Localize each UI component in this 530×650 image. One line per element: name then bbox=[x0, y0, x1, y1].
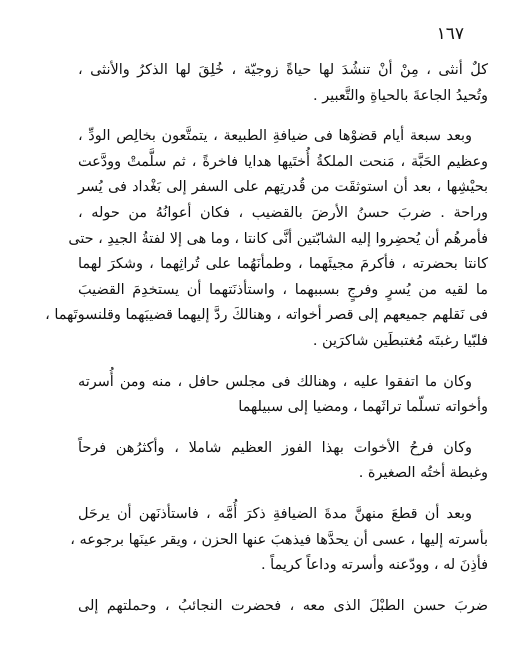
text-line: فى نَقلهم جميعهم إلى قصر أخواته ، وهنالكَ ردَّ إليهما قضيبَهما وقلنسوتَهما ، bbox=[45, 307, 488, 324]
text-line: بأسرته إليها ، عسى أن يحدَّها فيذهبَ عنها الحزن ، ويقر عينَها برجوعه ، bbox=[70, 531, 488, 548]
text-line: وراحة . ضربَ حسنُ الأرضَ بالقضيب ، فكان أعوانُهُ من حوله ، bbox=[78, 204, 488, 221]
text-line: ضربَ حسن الطبْلَ الذى معه ، فحضرت النجائبُ ، وحملتهم إلى bbox=[78, 597, 488, 614]
text-line: فلبّيا رغبتَه مُغتبطَين شاكرَين . bbox=[312, 332, 488, 349]
text-line: وبعد سبعة أيام قضوْها فى ضيافةِ الطبيعة ، يتمتَّعون بخالِص الودِّ ، bbox=[78, 128, 472, 145]
paragraph bbox=[78, 58, 488, 109]
text-line: وبعد أن قطعَ منهنَّ مدةَ الضيافةِ ذكرَ أُمَّه ، فاستأذنَهن أن يرحَل bbox=[78, 505, 472, 522]
text-line: كلٌ أنثى ، مِنْ أنْ تنشُدَ لها حياةً زوجيّة ، خُلِقَ لها الذكرُ والأنثى ، bbox=[78, 62, 488, 78]
text-line: كانتا بحضرته ، فأكرمَ مجيئَهما ، وطمأنَهُما على تُراثِهما ، وشكرَ لهما bbox=[78, 256, 488, 273]
text-line: وتُحيدُ الجاعةَ بالحياةِ والتَّعبير . bbox=[313, 87, 488, 104]
text-line: فأمرهُم أن يُحضِروا إليه الشابّتين أنَّى كانتا ، وما هى إلا لفتةُ الجيدِ ، حتى bbox=[68, 230, 488, 247]
text-line: وكان ما اتفقوا عليه ، وهنالك فى مجلس حافل ، منه ومن أُسرته bbox=[78, 373, 472, 390]
text-line: فأذِنَ له ، وودّعنه وأسرته وداعاً كريماً . bbox=[260, 557, 488, 574]
paragraph bbox=[70, 502, 488, 579]
paragraph bbox=[78, 436, 488, 487]
text-line: ما لقيه من يُسرٍ وفرجٍ بسببهما ، واستأذنَتهما أن يستخدِمَ القضيبَ bbox=[78, 281, 488, 298]
text-line: بحيْشِها ، بعد أن استوثقَت من قُدرتِهم على السفر إلى بَغْداد فى يُسر bbox=[78, 179, 488, 196]
paragraph bbox=[45, 124, 488, 354]
text-line: وغبطة أختُه الصغيرة . bbox=[358, 465, 488, 482]
paragraph bbox=[78, 370, 488, 421]
page-number: ١٦٧ bbox=[436, 24, 464, 44]
text-line: وكان فرحُ الأخوات بهذا الفوز العظيم شاملا ، وأكثرُهن فرحاً bbox=[78, 439, 472, 456]
paragraph bbox=[78, 594, 488, 620]
body-text bbox=[45, 58, 488, 634]
text-line: وعظيم الحَبَّة ، مَنحت الملكةُ أُختَيها هدايا فاخرةً ، ثم سلَّمتْ وودَّعت bbox=[78, 153, 488, 170]
text-line: وأخواته تسلّما تراثَهما ، ومضيا إلى سبيلهما bbox=[238, 399, 488, 416]
